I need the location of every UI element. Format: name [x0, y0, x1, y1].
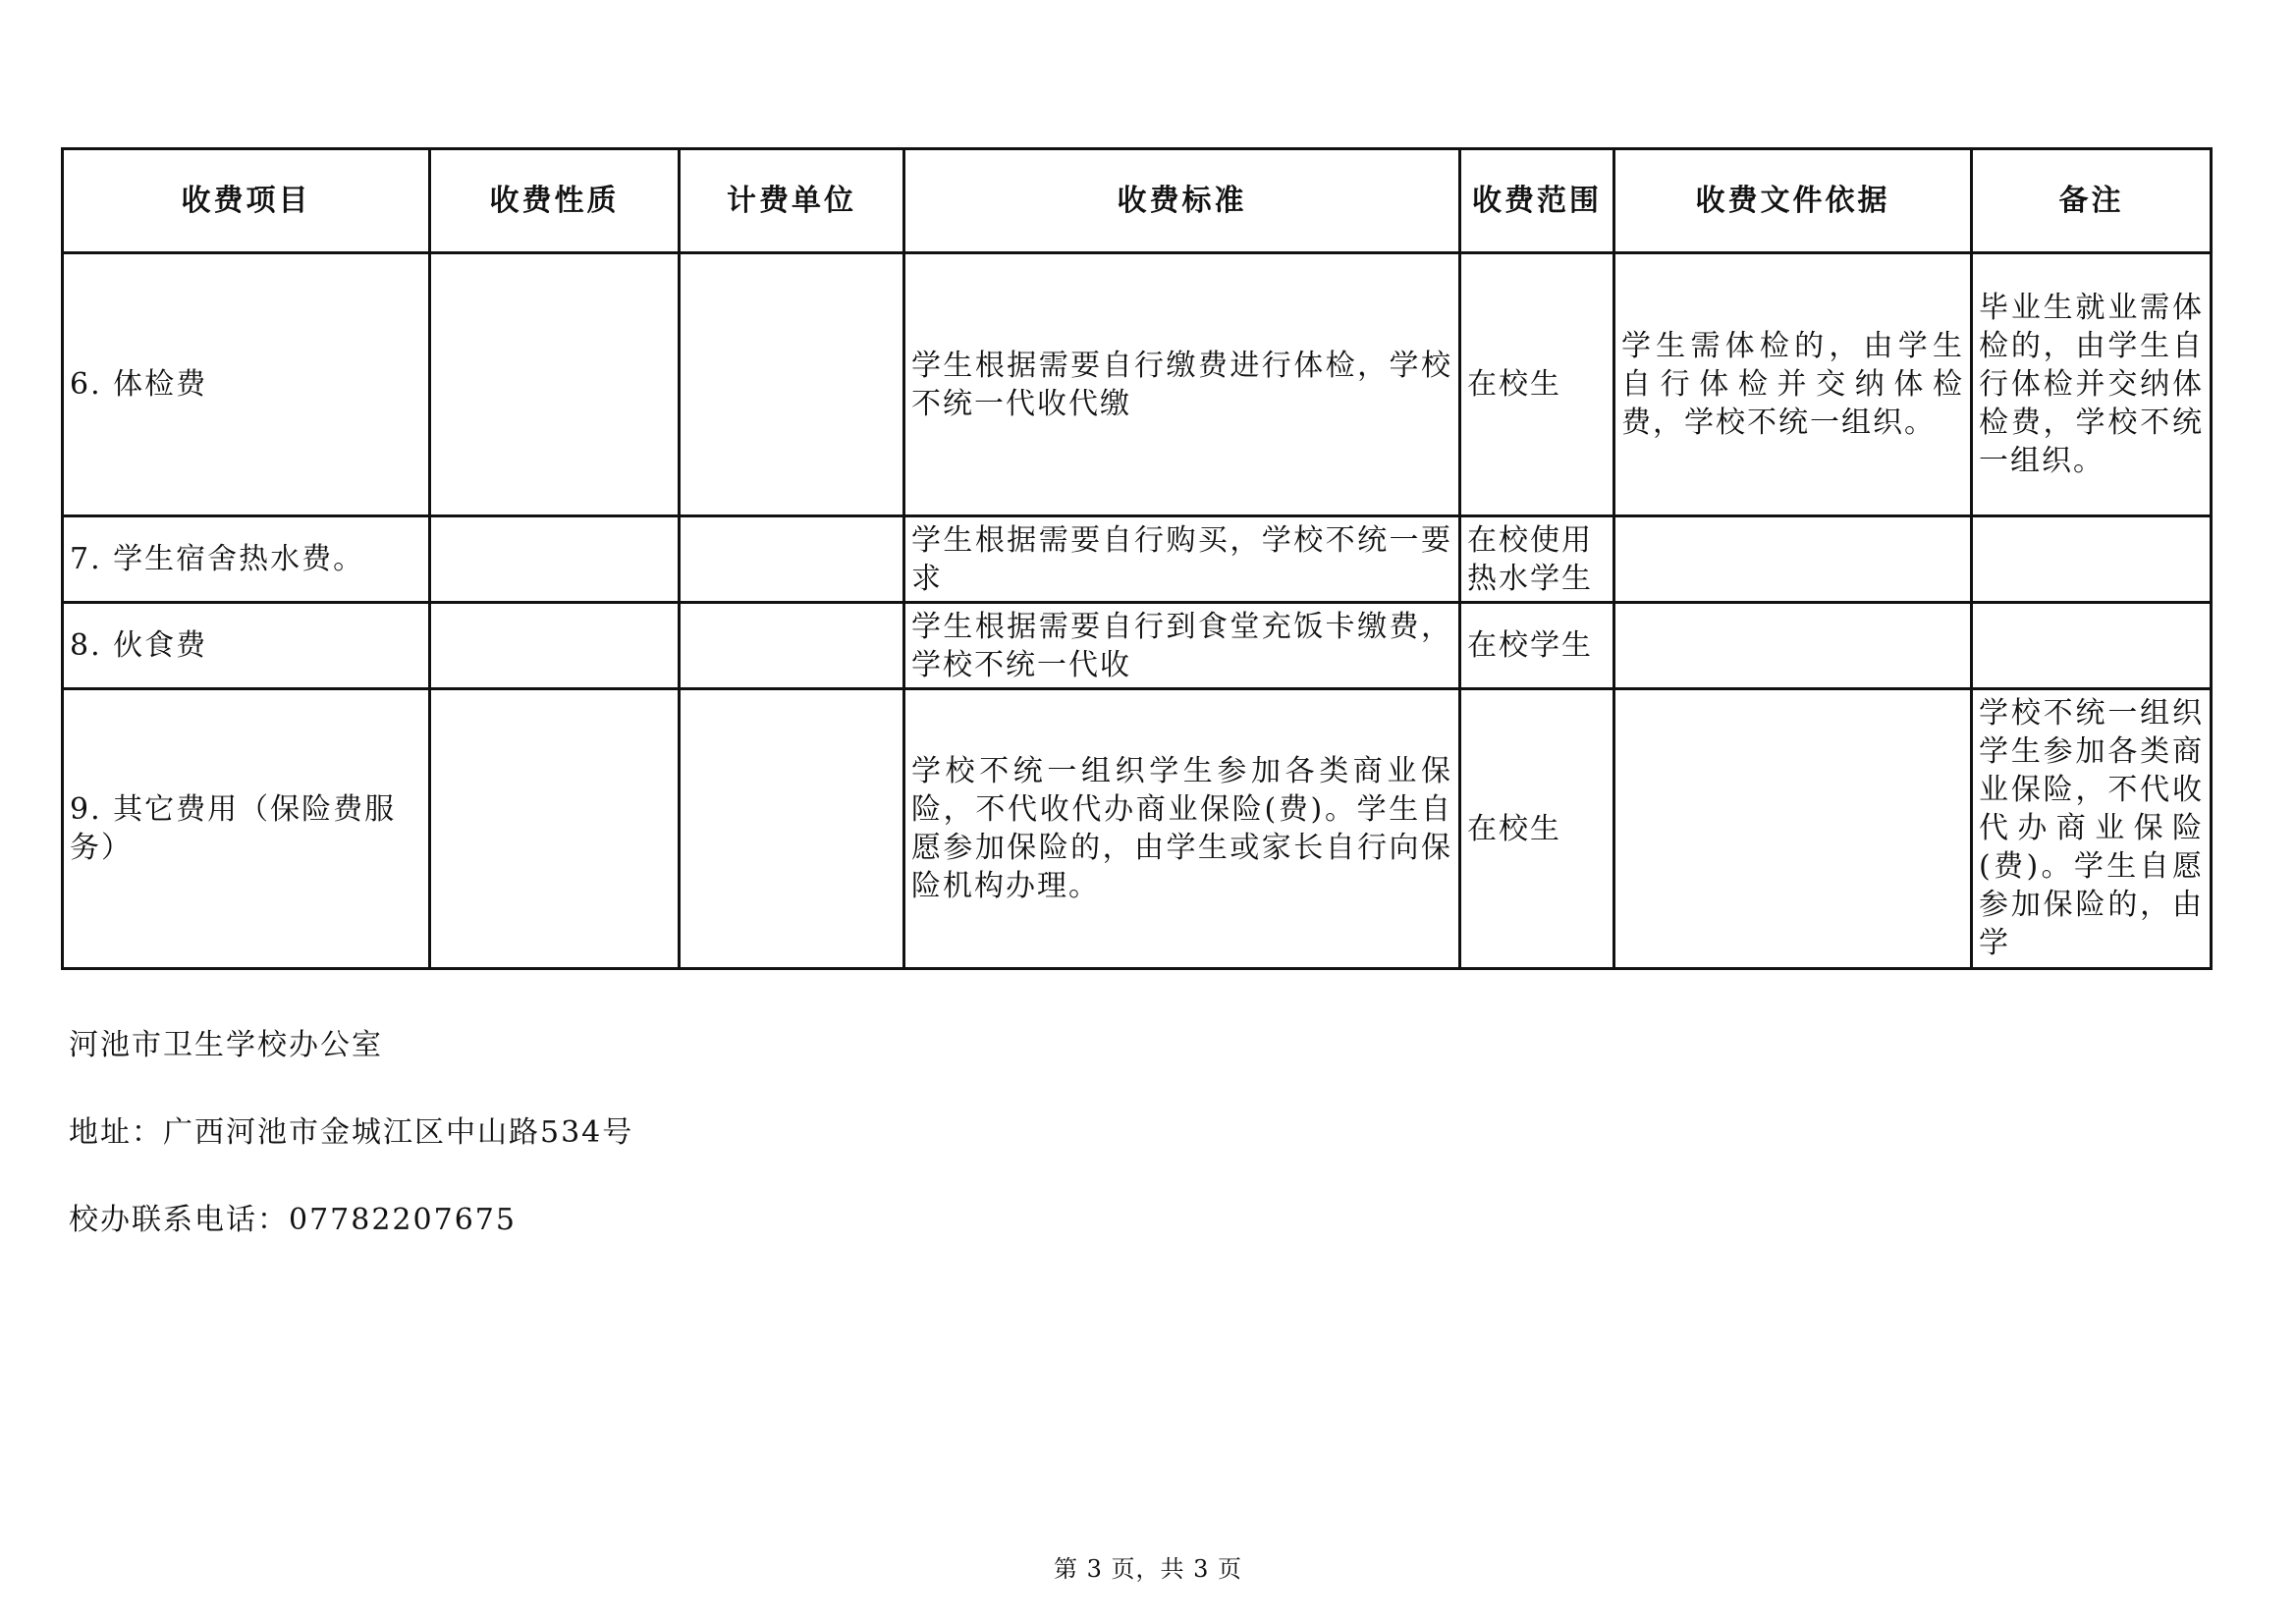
fee-item: 7. 学生宿舍热水费。 — [63, 516, 430, 603]
fee-remark — [1972, 516, 2212, 603]
fee-remark — [1972, 689, 2212, 969]
footer-block — [69, 1021, 633, 1283]
fee-scope: 在校生 — [1460, 689, 1614, 969]
fee-remark — [1972, 603, 2212, 689]
fee-unit — [680, 253, 904, 516]
fee-basis — [1614, 603, 1972, 689]
fee-standard: 学校不统一组织学生参加各类商业保险，不代收代办商业保险(费)。学生自愿参加保险的，由学生或家长自行向保险机构办理。 — [904, 689, 1460, 969]
address: 地址：广西河池市金城江区中山路534号 — [69, 1115, 634, 1150]
fee-nature — [430, 516, 680, 603]
header-cell: 收费范围 — [1460, 149, 1614, 253]
fee-item: 8. 伙食费 — [63, 603, 430, 689]
fee-item: 9. 其它费用（保险费服务） — [63, 689, 430, 969]
fee-nature — [430, 689, 680, 969]
fee-scope: 在校学生 — [1460, 603, 1614, 689]
contact-phone: 校办联系电话：07782207675 — [69, 1203, 517, 1237]
header-cell: 收费标准 — [904, 149, 1460, 253]
fee-standard: 学生根据需要自行购买，学校不统一要求 — [904, 516, 1460, 603]
table-row — [63, 603, 2212, 689]
fee-unit — [680, 603, 904, 689]
fee-unit — [680, 516, 904, 603]
fee-standard: 学生根据需要自行缴费进行体检，学校不统一代收代缴 — [904, 253, 1460, 516]
header-cell: 收费项目 — [63, 149, 430, 253]
header-cell: 计费单位 — [680, 149, 904, 253]
fee-remark-text: 学校不统一组织学生参加各类商业保险，不代收代办商业保险(费)。学生自愿参加保险的，由学 — [1979, 696, 2204, 960]
fee-remark: 毕业生就业需体检的，由学生自行体检并交纳体检费，学校不统一组织。 — [1972, 253, 2212, 516]
table-header-row — [63, 149, 2212, 253]
table-row — [63, 253, 2212, 516]
fee-scope: 在校生 — [1460, 253, 1614, 516]
fee-item: 6. 体检费 — [63, 253, 430, 516]
header-cell: 备注 — [1972, 149, 2212, 253]
fee-nature — [430, 253, 680, 516]
fee-basis — [1614, 516, 1972, 603]
fee-nature — [430, 603, 680, 689]
table-row — [63, 516, 2212, 603]
fee-table — [61, 147, 2213, 970]
fee-basis — [1614, 689, 1972, 969]
office-name: 河池市卫生学校办公室 — [69, 1028, 383, 1062]
fee-scope: 在校使用热水学生 — [1460, 516, 1614, 603]
fee-standard: 学生根据需要自行到食堂充饭卡缴费，学校不统一代收 — [904, 603, 1460, 689]
header-cell: 收费性质 — [430, 149, 680, 253]
header-cell: 收费文件依据 — [1614, 149, 1972, 253]
page-number: 第 3 页，共 3 页 — [1053, 1555, 1243, 1583]
fee-basis: 学生需体检的，由学生自行体检并交纳体检费，学校不统一组织。 — [1614, 253, 1972, 516]
fee-unit — [680, 689, 904, 969]
table-row — [63, 689, 2212, 969]
